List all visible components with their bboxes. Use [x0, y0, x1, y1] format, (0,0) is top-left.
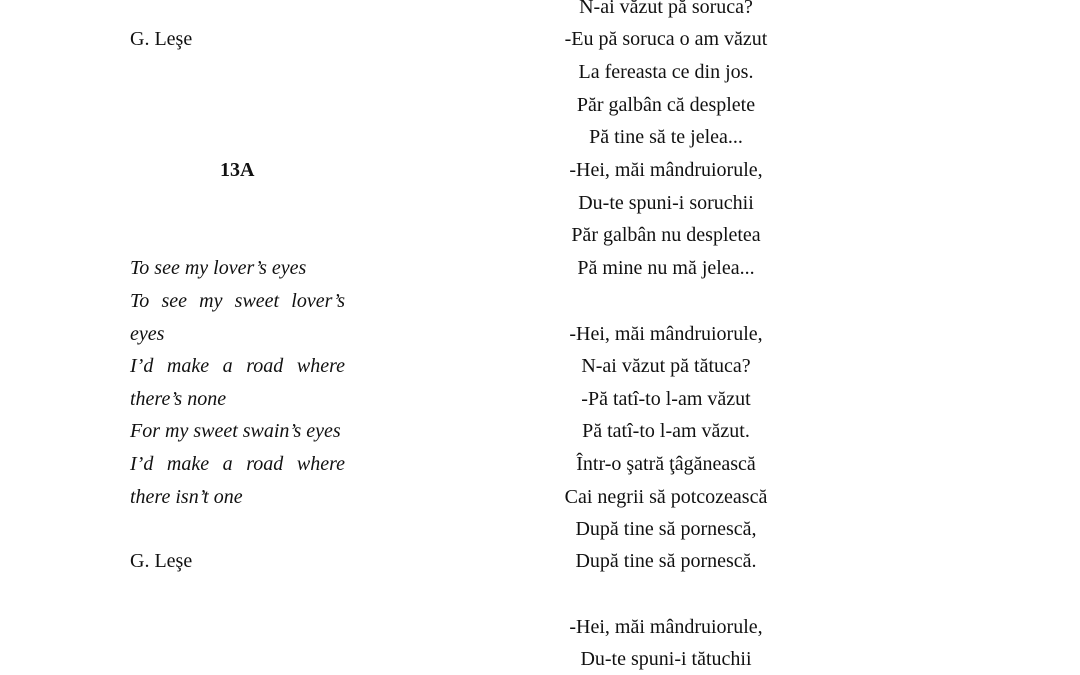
poem-line: Pă tine să te jelea... — [589, 126, 743, 148]
poem-line: După tine să pornescă. — [575, 550, 757, 572]
poem-line: -Eu pă soruca o am văzut — [564, 28, 768, 50]
verse-line: there’s none — [130, 388, 227, 410]
poem-line: Du-te spuni-i tătuchii — [580, 648, 752, 670]
verse-line: To see my lover’s eyes — [130, 257, 307, 279]
poem-line: N-ai văzut pă tătuca? — [581, 355, 751, 377]
author-signature-top: G. Leşe — [130, 28, 193, 50]
poem-line: La fereasta ce din jos. — [578, 61, 754, 83]
poem-line: -Hei, măi mândruiorule, — [569, 616, 763, 638]
poem-line: Cai negrii să potcozească — [564, 486, 768, 508]
poem-line: -Hei, măi mândruiorule, — [569, 159, 763, 181]
poem-line: După tine să pornescă, — [575, 518, 757, 540]
verse-line: eyes — [130, 323, 165, 345]
author-signature-bottom: G. Leşe — [130, 550, 193, 572]
verse-line: I’d make a road where — [130, 453, 345, 475]
poem-line: -Pă tatî-to l-am văzut — [581, 388, 751, 410]
poem-line: Păr galbân nu despletea — [571, 224, 761, 246]
verse-line: I’d make a road where — [130, 355, 345, 377]
poem-line: Păr galbân că desplete — [576, 94, 756, 116]
poem-line: Pă mine nu mă jelea... — [577, 257, 755, 279]
verse-line: For my sweet swain’s eyes — [130, 420, 341, 442]
verse-line: To see my sweet lover’s — [130, 290, 345, 312]
poem-line: Într-o şatră ţâgănească — [576, 453, 756, 475]
poem-number-heading: 13A — [220, 159, 255, 181]
poem-line: Du-te spuni-i soruchii — [578, 192, 754, 214]
poem-line: Pă tatî-to l-am văzut. — [582, 420, 750, 442]
poem-line: N-ai văzut pă soruca? — [579, 0, 753, 18]
verse-line: there isn’t one — [130, 486, 243, 508]
poem-line: -Hei, măi mândruiorule, — [569, 323, 763, 345]
